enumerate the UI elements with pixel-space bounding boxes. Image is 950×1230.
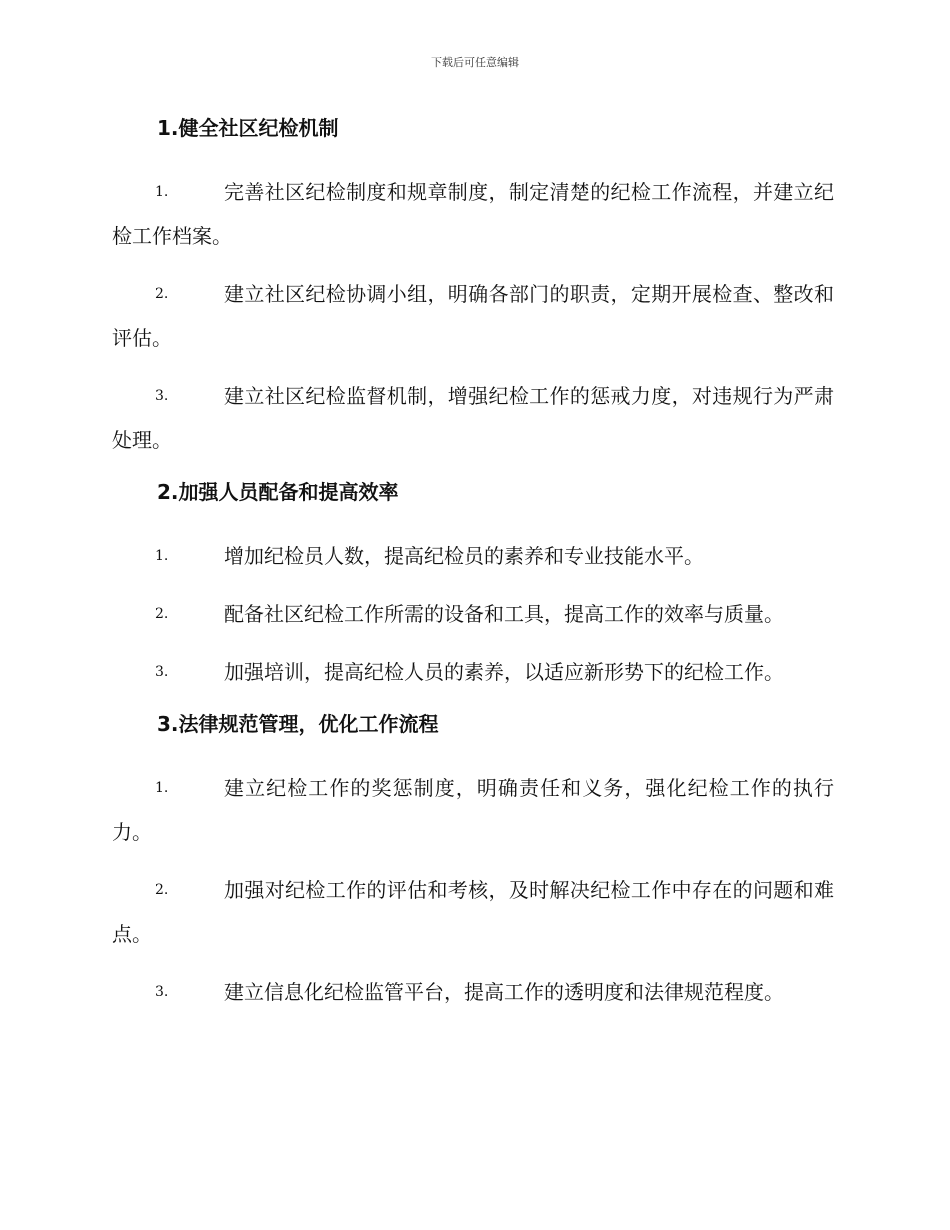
list-item-text: 建立社区纪检协调小组，明确各部门的职责，定期开展检查、整改和评估。 <box>112 282 834 350</box>
list-item-number: 1. <box>155 780 169 796</box>
list-item <box>112 272 834 360</box>
list-item <box>112 868 834 956</box>
list-item <box>112 970 834 1014</box>
list-item-text: 建立纪检工作的奖惩制度，明确责任和义务，强化纪检工作的执行力。 <box>112 776 834 844</box>
list-item <box>112 534 834 578</box>
list-item-text: 加强培训，提高纪检人员的素养，以适应新形势下的纪检工作。 <box>224 660 784 684</box>
list-item <box>112 650 834 694</box>
list-item-number: 1. <box>155 548 169 564</box>
list-item-number: 2. <box>155 606 169 622</box>
section-2 <box>112 476 834 694</box>
list-item <box>112 592 834 636</box>
list-item-text: 配备社区纪检工作所需的设备和工具，提高工作的效率与质量。 <box>224 602 784 626</box>
list-item-text: 加强对纪检工作的评估和考核，及时解决纪检工作中存在的问题和难点。 <box>112 878 834 946</box>
list-item-number: 3. <box>155 664 169 680</box>
list-item-number: 3. <box>155 388 169 404</box>
list-item-text: 增加纪检员人数，提高纪检员的素养和专业技能水平。 <box>224 544 704 568</box>
list-item-text: 完善社区纪检制度和规章制度，制定清楚的纪检工作流程，并建立纪检工作档案。 <box>112 180 834 248</box>
list-item-number: 3. <box>155 984 169 1000</box>
list-item-number: 2. <box>155 882 169 898</box>
list-item <box>112 766 834 854</box>
list-item-text: 建立社区纪检监督机制，增强纪检工作的惩戒力度，对违规行为严肃处理。 <box>112 384 834 452</box>
section-heading: 2.加强人员配备和提高效率 <box>157 480 399 504</box>
section-1 <box>112 112 834 462</box>
section-heading: 1.健全社区纪检机制 <box>157 116 339 140</box>
list-item-text: 建立信息化纪检监管平台，提高工作的透明度和法律规范程度。 <box>224 980 784 1004</box>
list-item-number: 1. <box>155 184 169 200</box>
page-header: 下载后可任意编辑 <box>431 56 519 69</box>
section-heading: 3.法律规范管理，优化工作流程 <box>157 712 439 736</box>
list-item <box>112 374 834 462</box>
document-body <box>112 112 834 1028</box>
list-item-number: 2. <box>155 286 169 302</box>
section-3 <box>112 708 834 1014</box>
list-item <box>112 170 834 258</box>
